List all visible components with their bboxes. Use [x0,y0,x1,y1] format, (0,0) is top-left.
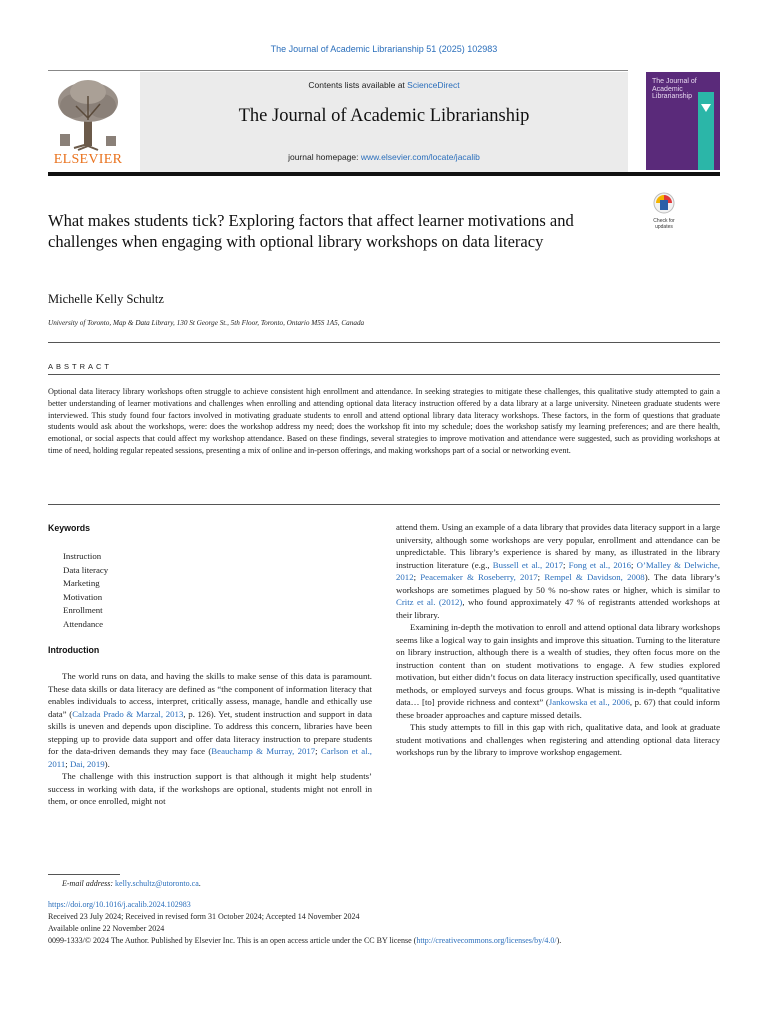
email-end: . [198,879,201,888]
keywords-heading: Keywords [48,523,91,533]
keyword-item: Attendance [63,618,104,629]
check-updates-label: Check for updates [653,218,675,230]
received-dates: Received 23 July 2024; Received in revised form 31 October 2024; Accepted 14 November 2024 [48,912,360,921]
doi-link[interactable]: https://doi.org/10.1016/j.acalib.2024.102983 [48,900,191,909]
text-run: , who found approximately 47 % of registrants attended workshops at their library. [396,597,720,620]
citation-link[interactable]: O’Malley & Delwiche, 2012 [396,559,720,582]
email-footnote [62,879,201,888]
text-run: The challenge with this instruction support is that although it might help students’ success in working with data, if the workshops are optional, students might not enroll in them, or once enrolled, might not [48,771,372,806]
citation-link[interactable]: Bussell et al., 2017 [492,559,563,570]
divider-rule [48,504,720,505]
journal-homepage-link[interactable]: www.elsevier.com/locate/jacalib [360,152,480,162]
text-run: ; [315,746,321,756]
text-run: Examining in-depth the motivation to enroll and attend optional data library workshops seems like a logical way to gain insights and improve this situation. Turning to the literature on library instruction, although there is a wealth of studies, they often focus more on the instruction content than on student motivations to engage. A few studies explored motivation, but either didn’t focus on data literacy instruction specifically, used quantitative methods, or employed surveys and focus groups. What is missing is in-depth “qualitative data… [to] provide richness and context” ( [396,622,720,707]
text-run: ; [65,758,70,769]
citation-link[interactable]: Rempel & Davidson, 2008 [544,572,645,582]
license-statement [48,936,728,945]
paragraph [48,770,372,808]
text-run: ; [413,572,421,582]
check-for-updates-badge[interactable] [650,192,678,228]
citation-link[interactable]: Dai, 2019 [69,758,105,769]
text-run: The world runs on data, and having the skills to make sense of this data is paramount. These data skills or data literacy are defined as “the component of information literacy that enables individuals to access, interpret, critically assess, manage, handle and ethically use data” ( [48,671,372,719]
divider-rule [48,342,720,343]
contents-line [140,80,628,90]
abstract-text: Optional data literacy library workshops often struggle to achieve consistent high enrollment and attendance. In seeking strategies to mitigate these challenges, this qualitative study attempted to gain a better understanding of learner motivations and challenges when enrolling and attending optional data literacy instruction offered by a data library at a large university. Nineteen graduate students were interviewed. This study found four factors involved in motivating graduate students to enroll and attend optional library data literacy workshops. These factors, in the form of questions that graduate students would ask about the workshops, were: does the workshop address my need; does the workshop fit into my schedule; does the workshop satisfy my learning preferences; and are there health, emotional, or social aspects that could affect my workshop attendance. Based on these findings, several strategies to improve motivation and attendance were suggested, such as providing workshops at time of need, holding regular repeated sessions, presenting a mix of online and in-person offerings, and making workshops part of a social or networking event. [48,387,720,455]
citation-link[interactable]: Jankowska et al., 2006 [548,697,630,707]
license-link[interactable]: http://creativecommons.org/licenses/by/4.0/ [416,936,557,945]
keyword-item: Enrollment [63,605,103,616]
elsevier-tree-icon [48,76,128,152]
citation-link[interactable]: Calzada Prado & Marzal, 2013 [72,708,184,719]
masthead-bottom-rule [48,172,720,176]
paragraph [396,721,720,759]
email-link[interactable]: kelly.schultz@utoronto.ca [115,879,199,888]
text-run: ; [631,559,637,570]
text-run: ; [537,572,545,582]
text-run: ). The data library’s workshops are sometimes plagued by 50 % no-show rates or higher, which is similar to [396,572,720,595]
citation-link[interactable]: Peacemaker & Roseberry, 2017 [420,572,538,582]
right-column-body [396,521,720,759]
homepage-prefix: journal homepage: [288,152,361,162]
text-run: ). [104,758,110,769]
introduction-heading: Introduction [48,645,100,655]
citation-link[interactable]: Carlson et al., 2011 [48,746,372,769]
article-title: What makes students tick? Exploring factors that affect learner motivations and challenges when engaging with optional library workshops on data literacy [48,211,574,251]
left-column-body [48,670,372,808]
keywords-list [63,550,343,632]
check-updates-icon [650,192,678,214]
journal-name: The Journal of Academic Librarianship [238,106,530,126]
footnote-rule [48,874,120,875]
journal-citation[interactable]: The Journal of Academic Librarianship 51 (2025) 102983 [270,44,498,54]
keyword-item: Motivation [63,591,103,602]
license-text: 0099-1333/© 2024 The Author. Published by Elsevier Inc. This is an open access article under the CC BY license ( [48,936,417,945]
keyword-item: Marketing [63,578,100,589]
journal-cover-thumbnail[interactable] [646,72,720,170]
keyword-item: Instruction [63,551,102,561]
citation-link[interactable]: Critz et al. (2012) [396,597,463,607]
license-end: ). [556,936,562,945]
abstract-rule [48,374,720,375]
paragraph [396,621,720,721]
citation-link[interactable]: Beauchamp & Murray, 2017 [211,746,316,756]
elsevier-wordmark: ELSEVIER [53,152,123,167]
keyword-item: Data literacy [63,564,109,575]
online-date: Available online 22 November 2024 [48,924,165,933]
text-run: attend them. Using an example of a data library that provides data literacy support in a large university, although some workshops are very popular, enrollment and attendance can be unpredictable. This library’s experience is shared by many, as illustrated in the library instruction literature (e.g., [396,522,720,570]
masthead-top-rule [48,70,628,71]
text-run: , p. 126). Yet, student instruction and support in data skills is uneven and depends upon discipline. To address this concern, libraries have been stepping up to provide data support and offer data literacy instruction to prepare students for the data-driven demands they may face ( [48,708,373,756]
author-name: Michelle Kelly Schultz [48,292,164,306]
text-run: , p. 67) that could inform these broader approaches and capture missed details. [396,697,720,720]
text-run: This study attempts to fill in this gap with rich, qualitative data, and look at graduate student motivations and challenges when registering and attending optional data literacy workshops run by the library to improve workshop engagement. [396,722,720,757]
citation-link[interactable]: Fong et al., 2016 [568,559,631,570]
homepage-line [140,152,628,162]
sciencedirect-link[interactable]: ScienceDirect [407,80,460,90]
paragraph [396,521,720,621]
cover-triangle-icon [701,104,711,112]
cover-title: The Journal of Academic Librarianship [652,78,697,100]
paragraph [48,670,372,770]
author-affiliation: University of Toronto, Map & Data Library, 130 St George St., 5th Floor, Toronto, Ontario M5S 1A5, Canada [48,319,365,327]
text-run: ; [562,559,569,570]
email-label: E-mail address: [62,879,116,888]
abstract-heading: ABSTRACT [48,362,113,371]
contents-prefix: Contents lists available at [308,80,408,90]
